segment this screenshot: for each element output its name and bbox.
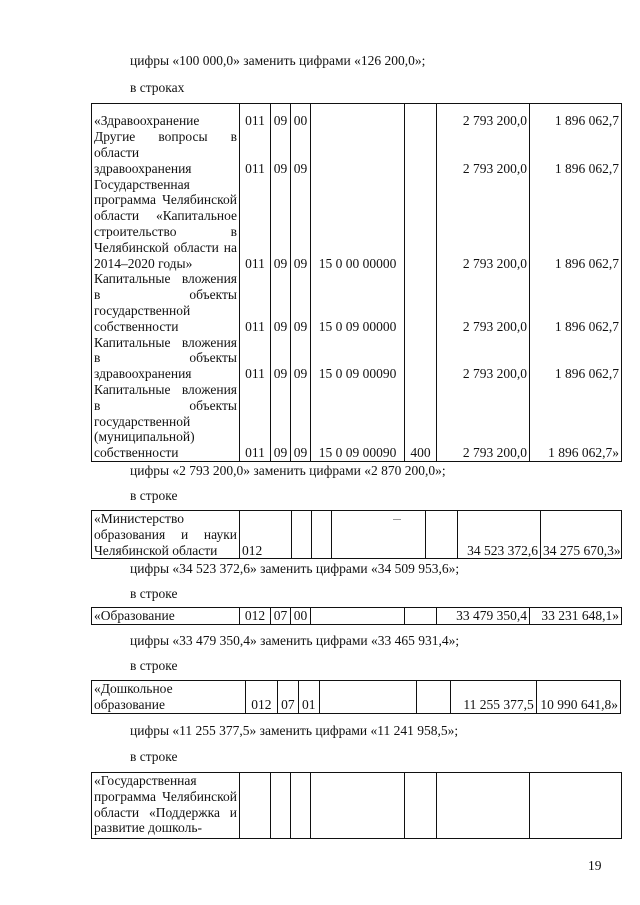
- table-row: [92, 511, 622, 559]
- table-row: [92, 608, 622, 625]
- instruction-1: цифры «100 000,0» заменить цифрами «126 200,0»;: [130, 53, 426, 68]
- col-section: 09 09 09 09 09 09: [271, 104, 291, 462]
- budget-table-preschool: [91, 680, 621, 714]
- instruction-8: в строке: [130, 658, 178, 673]
- instruction-3: цифры «2 793 200,0» заменить цифрами «2 870 200,0»;: [130, 463, 446, 478]
- cell-target: [319, 681, 417, 714]
- education-name: «Образование: [92, 608, 240, 625]
- cell-subsection: 01: [298, 681, 319, 714]
- row-name-4: Капитальные вложения в объекты здравоохранения: [94, 334, 237, 382]
- ministry-name: «Министерство образования и науки Челябинской области: [92, 511, 240, 559]
- col-target: 15 0 00 00000 15 0 09 00000 15 0 09 00090 15 0 09 00090: [311, 104, 405, 462]
- col-expense-type: 400: [405, 104, 437, 462]
- cell-sum-2017: [437, 773, 530, 839]
- col-sum-2017: 2 793 200,0 2 793 200,0 2 793 200,0 2 793 200,0 2 793 200,0 2 793 200,0: [437, 104, 530, 462]
- page-number: 19: [588, 858, 602, 873]
- budget-table-program: [91, 772, 622, 839]
- cell-ministry: [240, 773, 271, 839]
- cell-target: [311, 773, 405, 839]
- cell-section: [271, 773, 291, 839]
- instruction-9: цифры «11 255 377,5» заменить цифрами «11 241 958,5»;: [130, 723, 459, 738]
- table-row: [92, 681, 621, 714]
- cell-section: 07: [271, 608, 291, 625]
- cell-sum-2018: 10 990 641,8»: [536, 681, 620, 714]
- cell-sum-2018: 33 231 648,1»: [530, 608, 622, 625]
- instruction-5: цифры «34 523 372,6» заменить цифрами «34 509 953,6»;: [130, 561, 460, 576]
- col-ministry: 011 011 011 011 011 011: [240, 104, 271, 462]
- budget-table-healthcare: [91, 103, 622, 462]
- cell-section: [292, 511, 312, 559]
- instruction-7: цифры «33 479 350,4» заменить цифрами «33 465 931,4»;: [130, 633, 460, 648]
- row-name-0: «Здравоохранение: [94, 113, 200, 129]
- cell-target: [332, 511, 426, 559]
- row-names-cell: [92, 104, 240, 462]
- cell-ministry: 012: [240, 608, 271, 625]
- instruction-10: в строке: [130, 749, 178, 764]
- col-subsection: 00 09 09 09 09 09: [291, 104, 311, 462]
- cell-subsection: [291, 773, 311, 839]
- cell-expense-type: [426, 511, 458, 559]
- table-row: [92, 773, 622, 839]
- instruction-4: в строке: [130, 488, 178, 503]
- cell-sum-2018: 34 275 670,3»: [541, 511, 622, 559]
- cell-expense-type: [417, 681, 450, 714]
- instruction-6: в строке: [130, 586, 178, 601]
- cell-sum-2017: 34 523 372,6: [458, 511, 541, 559]
- program-name: «Государственная программа Челябинской области «Поддержка и развитие дошколь-: [92, 773, 240, 839]
- cell-expense-type: [405, 773, 437, 839]
- cell-expense-type: [405, 608, 437, 625]
- scan-mark: [393, 519, 401, 520]
- cell-sum-2017: 11 255 377,5: [450, 681, 536, 714]
- cell-sum-2018: [530, 773, 622, 839]
- row-name-2: Государственная программа Челябинской области «Капитальное строительство в Челябинской области на 2014–2020 годы»: [94, 176, 237, 271]
- row-name-5: Капитальные вложения в объекты государственной (муниципальной) собственности: [94, 382, 237, 461]
- preschool-name: «Дошкольное образование: [92, 681, 246, 714]
- row-name-1: Другие вопросы в области здравоохранения: [94, 129, 237, 176]
- cell-sum-2017: 33 479 350,4: [437, 608, 530, 625]
- cell-ministry: 012: [245, 681, 277, 714]
- cell-section: 07: [278, 681, 299, 714]
- budget-table-education: [91, 607, 622, 625]
- cell-target: [311, 608, 405, 625]
- row-name-3: Капитальные вложения в объекты государственной собственности: [94, 271, 237, 334]
- budget-table-ministry: [91, 510, 622, 559]
- instruction-2: в строках: [130, 80, 185, 95]
- cell-subsection: 00: [291, 608, 311, 625]
- cell-subsection: [312, 511, 332, 559]
- table-row: [92, 104, 622, 462]
- col-sum-2018: 1 896 062,7 1 896 062,7 1 896 062,7 1 896 062,7 1 896 062,7 1 896 062,7»: [530, 104, 622, 462]
- ministry-code: 012: [240, 511, 292, 559]
